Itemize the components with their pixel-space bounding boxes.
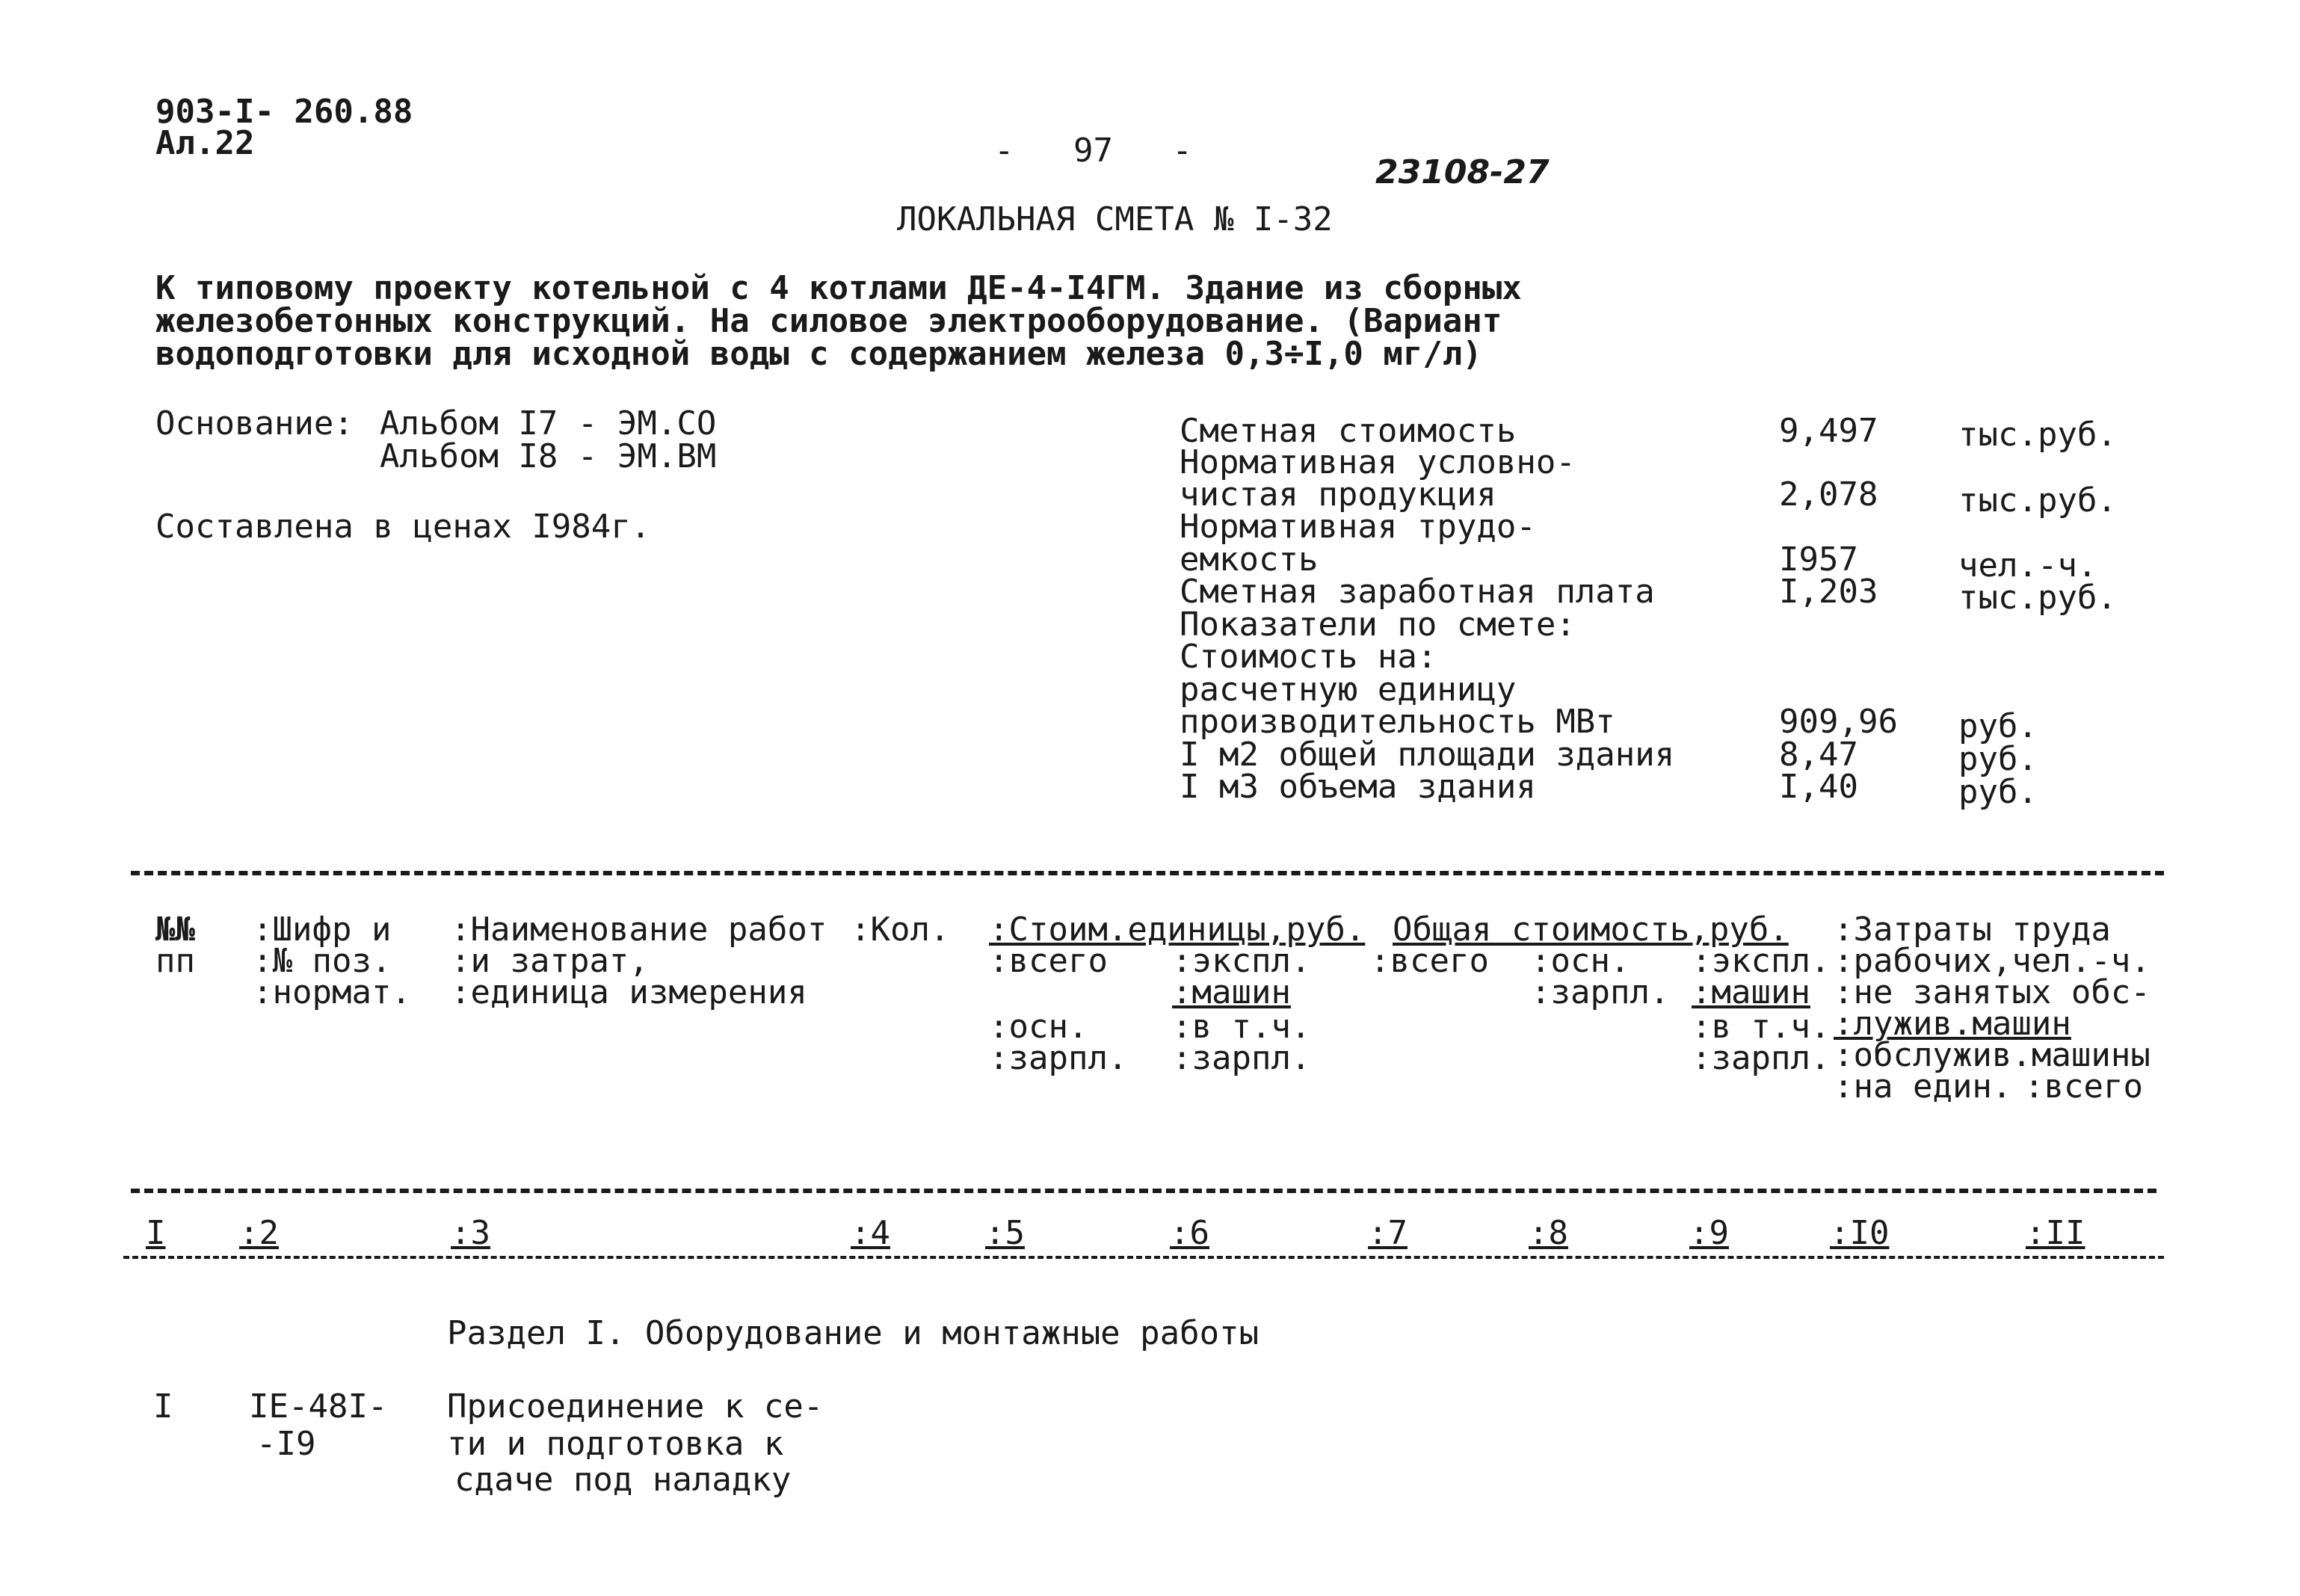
col-header-labor: :рабочих,чел.-ч.: [1834, 942, 2151, 980]
basis-label: Основание:: [155, 404, 354, 443]
basis-album-2: Альбом I8 - ЭМ.ВМ: [380, 437, 717, 475]
col-header-unit-machines: :экспл.: [1172, 942, 1311, 980]
col-header-unit-base: :зарпл.: [989, 1039, 1128, 1077]
summary-label: производительность МВт: [1180, 703, 1615, 741]
col-header-number: №№: [155, 911, 195, 949]
summary-unit: тыс.руб.: [1958, 481, 2117, 520]
column-numbers-rule: [123, 1256, 2164, 1259]
summary-value: I,40: [1779, 768, 1858, 806]
description-line-1: К типовому проекту котельной с 4 котлами ДЕ-4-I4ГМ. Здание из сборных: [155, 269, 1522, 307]
col-header-labor: :Затраты труда: [1834, 911, 2111, 949]
col-header-quantity: :Кол.: [851, 911, 950, 949]
col-header-total-cost: Общая стоимость,руб.: [1393, 911, 1789, 949]
col-header-number: пп: [155, 942, 195, 980]
col-header-total-machines: :машин: [1692, 973, 1810, 1011]
col-header-code: :№ поз.: [253, 942, 392, 980]
summary-label: Показатели по смете:: [1180, 606, 1576, 644]
row-code: -I9: [256, 1425, 316, 1463]
column-number: :8: [1529, 1214, 1568, 1252]
summary-label: чистая продукция: [1180, 475, 1496, 514]
basis-album-1: Альбом I7 - ЭМ.СО: [380, 404, 717, 443]
column-number: :3: [451, 1214, 490, 1252]
description-line-2: железобетонных конструкций. На силовое электрооборудование. (Вариант: [155, 302, 1502, 340]
row-name: ти и подготовка к: [447, 1425, 784, 1463]
column-number: :7: [1368, 1214, 1408, 1252]
col-header-unit-total: :всего: [989, 942, 1108, 980]
column-number: :9: [1689, 1214, 1729, 1252]
summary-unit: тыс.руб.: [1958, 416, 2117, 454]
col-header-labor: :не занятых обс-: [1834, 973, 2151, 1011]
summary-label: Нормативная трудо-: [1180, 508, 1536, 546]
col-header-total-machines: :в т.ч.: [1692, 1008, 1831, 1046]
col-header-name: :и затрат,: [451, 942, 649, 980]
col-header-labor-unit: :на един.: [1834, 1067, 2012, 1106]
prices-note: Составлена в ценах I984г.: [155, 508, 651, 546]
summary-label: емкость: [1180, 540, 1319, 579]
album-number: Ал.22: [155, 124, 255, 162]
row-name: Присоединение к се-: [447, 1387, 824, 1426]
description-line-3: водоподготовки для исходной воды с содержанием железа 0,3÷I,0 мг/л): [155, 335, 1482, 373]
col-header-labor-total: :всего: [2024, 1067, 2143, 1106]
summary-label: Сметная заработная плата: [1180, 573, 1655, 611]
col-header-total: :всего: [1370, 942, 1489, 980]
col-header-code: :нормат.: [253, 973, 411, 1011]
summary-value: 2,078: [1779, 475, 1878, 514]
table-top-rule: [131, 871, 2164, 875]
col-header-code: :Шифр и: [253, 911, 392, 949]
column-number: :2: [239, 1214, 279, 1252]
col-header-total-base: :осн.: [1531, 942, 1630, 980]
section-title: Раздел I. Оборудование и монтажные работы: [447, 1314, 1260, 1352]
col-header-total-base: :зарпл.: [1531, 973, 1670, 1011]
document-title: ЛОКАЛЬНАЯ СМЕТА № I-32: [897, 200, 1333, 238]
summary-value: 9,497: [1779, 412, 1878, 450]
summary-value: I,203: [1779, 573, 1878, 611]
summary-value: I957: [1779, 540, 1858, 579]
summary-label: I м2 общей площади здания: [1180, 736, 1675, 774]
summary-label: I м3 объема здания: [1180, 768, 1536, 806]
document-code: 903-I- 260.88: [155, 93, 413, 131]
col-header-labor: :обслужив.машины: [1834, 1036, 2151, 1074]
col-header-unit-base: :осн.: [989, 1008, 1088, 1046]
row-number: I: [153, 1387, 173, 1426]
archive-stamp: 23108-27: [1375, 153, 1550, 191]
col-header-total-machines: :экспл.: [1692, 942, 1831, 980]
summary-unit: руб.: [1958, 773, 2038, 811]
col-header-name: :Наименование работ: [451, 911, 827, 949]
col-header-labor: :лужив.машин: [1834, 1005, 2071, 1043]
column-number: :I0: [1830, 1214, 1890, 1252]
column-number: :5: [985, 1214, 1025, 1252]
col-header-unit-machines: :машин: [1172, 973, 1291, 1011]
col-header-name: :единица измерения: [451, 973, 807, 1011]
column-number: :4: [851, 1214, 890, 1252]
summary-unit: тыс.руб.: [1958, 579, 2117, 617]
col-header-unit-machines: :зарпл.: [1172, 1039, 1311, 1077]
summary-unit: руб.: [1958, 707, 2038, 745]
page-number: - 97 -: [994, 132, 1192, 170]
row-code: IЕ-48I-: [249, 1387, 388, 1426]
summary-value: 8,47: [1779, 736, 1858, 774]
summary-label: Стоимость на:: [1180, 638, 1437, 676]
summary-unit: чел.-ч.: [1958, 546, 2097, 585]
table-header-rule: [131, 1189, 2156, 1193]
row-name: сдаче под наладку: [454, 1461, 792, 1499]
summary-unit: руб.: [1958, 740, 2038, 778]
summary-value: 909,96: [1779, 703, 1898, 741]
col-header-unit-machines: :в т.ч.: [1172, 1008, 1311, 1046]
column-number: :II: [2026, 1214, 2085, 1252]
summary-label: Нормативная условно-: [1180, 443, 1576, 481]
column-number: :6: [1170, 1214, 1209, 1252]
summary-label: Сметная стоимость: [1180, 412, 1517, 450]
col-header-unit-cost: :Стоим.единицы,руб.: [989, 911, 1366, 949]
col-header-total-machines: :зарпл.: [1692, 1039, 1831, 1077]
summary-label: расчетную единицу: [1180, 671, 1517, 709]
column-number: I: [146, 1214, 166, 1252]
